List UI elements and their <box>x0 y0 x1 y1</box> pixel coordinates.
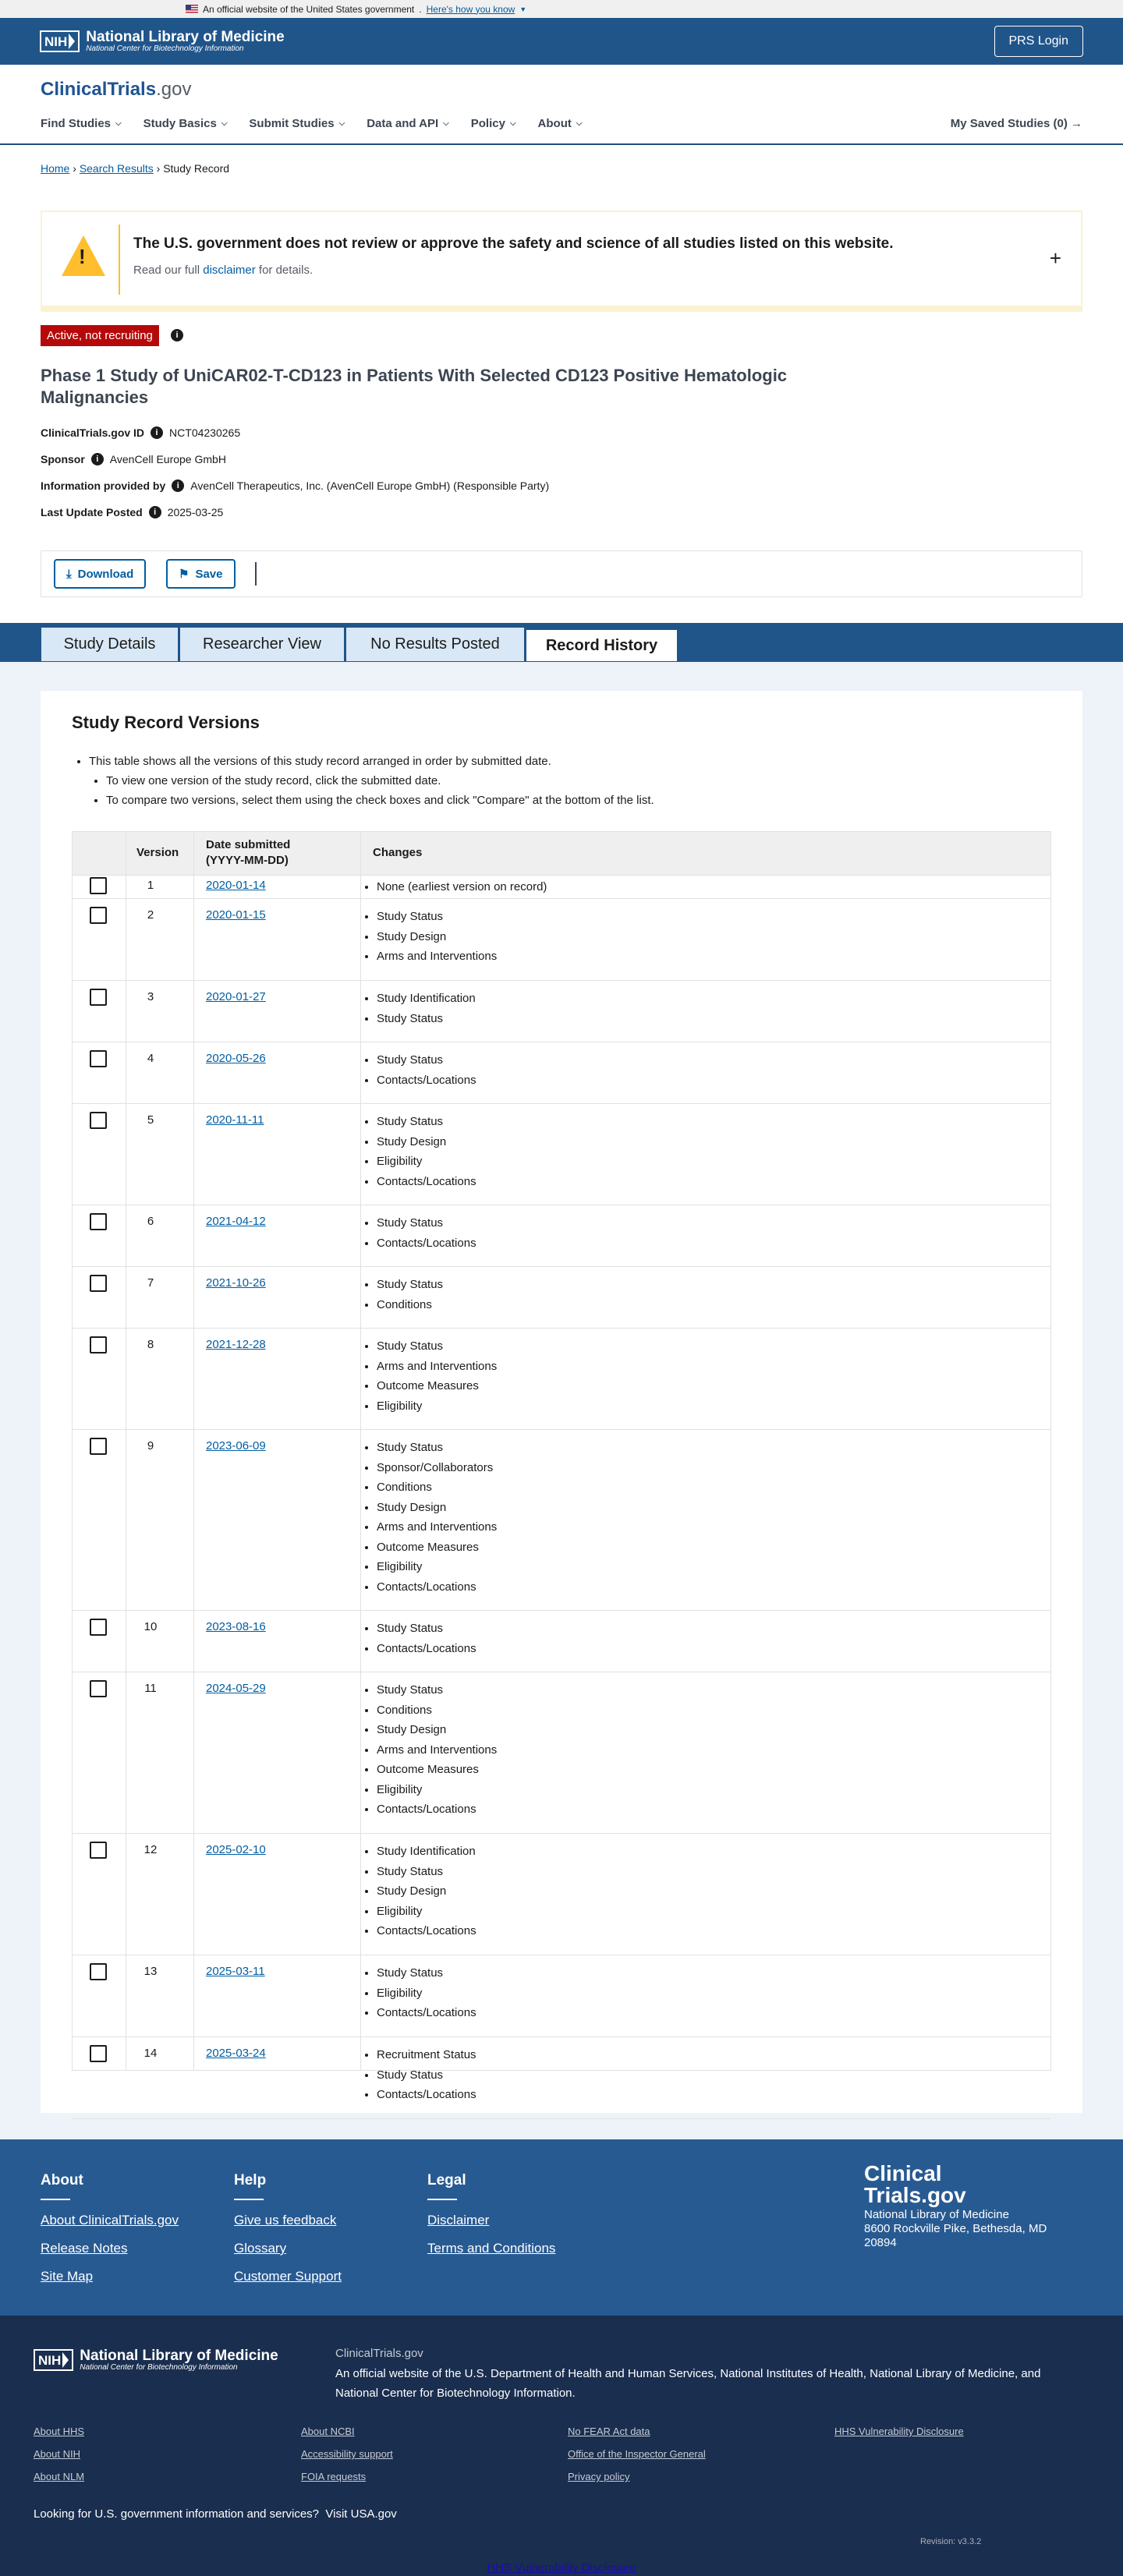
version-number: 14 <box>143 2047 158 2060</box>
change-item: • Study Status <box>377 1862 476 1882</box>
table-row <box>73 2037 1050 2119</box>
footer-link[interactable]: About NCBI <box>301 2426 355 2437</box>
chevron-down-icon: ⌵ <box>576 119 583 128</box>
change-item: • Study Status <box>377 907 497 927</box>
nav-label: Policy <box>470 116 505 130</box>
nlm-footer-official: An official website of the U.S. Department of Health and Human Services, National Institutes of Health, National Library of Medicine, and National Center for Biotechnology Information. <box>335 2367 1041 2400</box>
and-text: and <box>1021 2367 1041 2380</box>
chevron-down-icon: ⌵ <box>509 119 516 128</box>
alert-text-after: for details. <box>258 264 314 277</box>
chevron-down-icon: ⌵ <box>115 119 122 128</box>
change-item: • Conditions <box>377 1700 497 1721</box>
logo-main: ClinicalTrials <box>41 79 157 100</box>
version-date-link[interactable]: 2023-08-16 <box>206 1620 266 1633</box>
footer-link[interactable]: Privacy policy <box>568 2471 630 2482</box>
clinicaltrials-logo[interactable] <box>41 79 191 101</box>
change-item: • Arms and Interventions <box>377 947 497 967</box>
table-row <box>73 876 1050 899</box>
version-date-link[interactable]: 2025-03-11 <box>206 1965 265 1978</box>
versions-table <box>72 831 1051 2101</box>
site-header <box>0 65 1123 145</box>
download-button[interactable] <box>54 559 146 589</box>
intro-view: • To view one version of the study record, click the submitted date. <box>106 771 654 791</box>
version-changes <box>377 877 547 897</box>
version-number: 10 <box>143 1620 158 1633</box>
last-update-value: 2025-03-25 <box>167 506 224 518</box>
last-update-row <box>41 506 223 518</box>
change-item: • Study Status <box>377 1963 476 1983</box>
version-date-link[interactable]: 2020-01-27 <box>206 990 266 1003</box>
chevron-down-icon: ⌵ <box>443 119 449 128</box>
versions-heading: Study Record Versions <box>72 713 260 732</box>
address-line: 8600 Rockville Pike, Bethesda, MD <box>864 2222 1047 2235</box>
version-date-link[interactable]: 2020-05-26 <box>206 1052 266 1065</box>
change-item: • Eligibility <box>377 1780 497 1800</box>
intro-text: This table shows all the versions of this study record arranged in order by submitted date. <box>89 755 551 768</box>
last-update-label: Last Update Posted <box>41 506 143 518</box>
version-changes <box>377 989 476 1028</box>
version-checkbox[interactable] <box>90 907 107 924</box>
footer-legal <box>427 2172 555 2256</box>
change-item: • Contacts/Locations <box>377 2003 476 2023</box>
change-item: • Arms and Interventions <box>377 1357 497 1377</box>
nlm-footer <box>0 2316 1123 2576</box>
footer-about-heading: About <box>41 2172 179 2200</box>
footer-link[interactable]: Glossary <box>234 2241 287 2256</box>
record-history-card <box>41 691 1082 2113</box>
version-number: 12 <box>143 1843 158 1856</box>
toolbar-divider <box>255 562 257 586</box>
col-date-line2: (YYYY-MM-DD) <box>206 854 289 867</box>
version-checkbox[interactable] <box>90 2045 107 2062</box>
info-icon[interactable]: i <box>151 426 163 439</box>
versions-intro <box>72 752 654 810</box>
revision-text: Revision: v3.3.2 <box>920 2537 982 2546</box>
version-changes <box>377 1112 476 1191</box>
version-checkbox[interactable] <box>90 1842 107 1859</box>
footer-link[interactable]: About HHS <box>34 2426 85 2437</box>
download-label: Download <box>77 567 134 581</box>
change-item: • Study Status <box>377 1112 476 1132</box>
change-item: • Contacts/Locations <box>377 1639 476 1659</box>
hhs-bottom-bar <box>0 2561 1123 2574</box>
alert-title: The U.S. government does not review or approve the safety and science of all studies listed on this website. <box>133 235 894 252</box>
study-actions <box>41 550 1082 597</box>
change-item: • Study Status <box>377 1619 476 1639</box>
chevron-down-icon[interactable]: ▼ <box>519 5 527 13</box>
change-item: • Arms and Interventions <box>377 1740 497 1760</box>
table-row <box>73 1205 1050 1267</box>
footer-about <box>41 2172 179 2284</box>
save-button[interactable] <box>166 559 236 589</box>
footer-link[interactable]: FOIA requests <box>301 2471 367 2482</box>
gov-banner: An official website of the United States government . Here's how you know ▼ <box>0 0 1123 18</box>
breadcrumb <box>41 162 229 175</box>
change-item: • Conditions <box>377 1477 497 1498</box>
breadcrumb-search-results[interactable]: Search Results <box>79 162 154 175</box>
version-changes <box>377 1438 497 1597</box>
nav-label: Study Basics <box>143 116 217 130</box>
heres-how-you-know-link[interactable]: Here's how you know <box>426 3 515 15</box>
version-number: 8 <box>147 1338 154 1351</box>
nav-data-api[interactable] <box>367 117 449 130</box>
change-item: • Outcome Measures <box>377 1760 497 1780</box>
table-row <box>73 1329 1050 1430</box>
version-date-link[interactable]: 2020-01-14 <box>206 879 266 892</box>
change-item: • Contacts/Locations <box>377 1172 476 1192</box>
change-item: • Eligibility <box>377 1396 497 1417</box>
breadcrumb-current: Study Record <box>163 162 230 175</box>
usa-question: Looking for U.S. government information and services? <box>34 2507 320 2521</box>
version-date-link[interactable]: 2020-11-11 <box>206 1113 264 1127</box>
version-checkbox[interactable] <box>90 877 107 894</box>
disclaimer-alert <box>41 211 1082 312</box>
version-changes <box>377 1619 476 1658</box>
change-item: • Contacts/Locations <box>377 1233 476 1254</box>
footer-help-heading: Help <box>234 2172 342 2200</box>
change-item: • Eligibility <box>377 1152 476 1172</box>
footer-link[interactable]: No FEAR Act data <box>568 2426 650 2437</box>
table-header <box>73 832 1050 876</box>
saved-label: My Saved Studies (0) <box>950 116 1068 130</box>
address-line: 20894 <box>864 2236 897 2249</box>
footer-link[interactable]: Office of the Inspector General <box>568 2448 706 2460</box>
official-prefix: An official website of the <box>335 2367 462 2380</box>
nlm-subtitle: National Center for Biotechnology Information <box>86 44 244 53</box>
info-provided-row <box>41 479 549 492</box>
version-date-link[interactable]: 2020-01-15 <box>206 908 266 922</box>
version-changes <box>377 1275 443 1315</box>
change-item: • Study Status <box>377 1009 476 1029</box>
nih-link[interactable]: National Institutes of Health <box>720 2367 863 2380</box>
nav-study-basics[interactable] <box>143 117 228 130</box>
footer-link[interactable]: Accessibility support <box>301 2448 393 2460</box>
version-checkbox[interactable] <box>90 989 107 1006</box>
address-line: National Library of Medicine <box>864 2208 1009 2221</box>
sponsor-label: Sponsor <box>41 453 85 465</box>
nlm-title: National Library of Medicine <box>86 29 285 45</box>
version-changes <box>377 907 497 967</box>
nlm-footer-logo[interactable] <box>34 2348 278 2372</box>
footer-link[interactable]: About ClinicalTrials.gov <box>41 2213 179 2227</box>
nlm-title: National Library of Medicine <box>80 2348 278 2364</box>
prs-login-button[interactable]: PRS Login <box>994 26 1084 57</box>
bookmark-icon: ⚑ <box>179 568 190 581</box>
download-icon: ⤓ <box>66 567 72 581</box>
page-title: Phase 1 Study of UniCAR02-T-CD123 in Patients With Selected CD123 Positive Hematologic Malignancies <box>41 366 788 407</box>
footer-link[interactable]: Release Notes <box>41 2241 128 2256</box>
version-date-link[interactable]: 2025-03-24 <box>206 2047 266 2060</box>
sponsor-row <box>41 453 226 465</box>
nlm-header <box>0 18 1123 65</box>
table-row <box>73 1104 1050 1205</box>
version-checkbox[interactable] <box>90 1963 107 1980</box>
change-item: • Study Status <box>377 2065 476 2086</box>
table-row <box>73 1834 1050 1955</box>
table-row <box>73 981 1050 1042</box>
footer-link[interactable]: Site Map <box>41 2269 94 2284</box>
study-id-label: ClinicalTrials.gov ID <box>41 426 145 439</box>
col-date-line1: Date submitted <box>206 838 291 851</box>
info-icon[interactable]: i <box>149 506 161 518</box>
info-provided-value: AvenCell Therapeutics, Inc. (AvenCell Europe GmbH) (Responsible Party) <box>190 479 550 492</box>
nlm-link[interactable]: National Library of Medicine <box>870 2367 1015 2380</box>
version-date-link[interactable]: 2021-10-26 <box>206 1276 266 1290</box>
change-item: • Contacts/Locations <box>377 1799 497 1820</box>
nav-label: Find Studies <box>41 116 111 130</box>
table-row <box>73 1611 1050 1672</box>
version-checkbox[interactable] <box>90 1213 107 1230</box>
version-changes <box>377 1213 476 1253</box>
change-item: • Contacts/Locations <box>377 1577 497 1598</box>
change-item: • Study Identification <box>377 989 476 1009</box>
usa-gov-prompt <box>34 2507 397 2521</box>
info-icon[interactable]: i <box>91 453 104 465</box>
nih-logo-icon: NIH <box>40 30 80 52</box>
alert-divider <box>119 225 120 295</box>
ncbi-link[interactable]: National Center for Biotechnology Information <box>335 2387 572 2400</box>
nav-label: Data and API <box>367 116 439 130</box>
usa-gov-link[interactable]: Visit USA.gov <box>325 2507 397 2521</box>
change-item: • Study Status <box>377 1336 497 1357</box>
change-item: • Outcome Measures <box>377 1537 497 1558</box>
tab-bar <box>0 623 1123 662</box>
change-item: • Eligibility <box>377 1557 497 1577</box>
footer-link[interactable]: Terms and Conditions <box>427 2241 556 2256</box>
status-badge: Active, not recruiting <box>41 325 159 346</box>
version-number: 3 <box>147 990 154 1003</box>
version-changes <box>377 1842 476 1941</box>
info-icon[interactable]: i <box>171 329 183 341</box>
version-date-link[interactable]: 2021-12-28 <box>206 1338 266 1351</box>
version-number: 6 <box>147 1215 154 1228</box>
nav-find-studies[interactable] <box>41 117 122 130</box>
footer-legal-heading: Legal <box>427 2172 555 2200</box>
version-checkbox[interactable] <box>90 1112 107 1129</box>
version-checkbox[interactable] <box>90 1438 107 1455</box>
footer-brand-line2: Trials.gov <box>864 2183 966 2207</box>
study-id-value: NCT04230265 <box>169 426 241 439</box>
change-item: • Study Design <box>377 1498 497 1518</box>
alert-text <box>133 264 313 277</box>
version-date-link[interactable]: 2021-04-12 <box>206 1215 266 1228</box>
version-number: 9 <box>147 1439 154 1453</box>
info-icon[interactable]: i <box>172 479 184 492</box>
table-row <box>73 1267 1050 1329</box>
version-changes <box>377 1963 476 2023</box>
footer-link[interactable]: About NLM <box>34 2471 85 2482</box>
footer-link[interactable]: HHS Vulnerability Disclosure <box>834 2426 964 2437</box>
change-item: • Outcome Measures <box>377 1376 497 1396</box>
footer-link[interactable]: Give us feedback <box>234 2213 337 2227</box>
change-item: • Study Design <box>377 1132 476 1152</box>
nlm-subtitle: National Center for Biotechnology Information <box>80 2363 238 2372</box>
table-row <box>73 1430 1050 1611</box>
nlm-footer-site: ClinicalTrials.gov <box>335 2347 423 2360</box>
intro-item <box>89 752 654 810</box>
change-item: • Contacts/Locations <box>377 2085 476 2105</box>
change-item: • Study Design <box>377 1881 476 1902</box>
version-checkbox[interactable] <box>90 1680 107 1697</box>
change-item: • Study Design <box>377 1720 497 1740</box>
version-number: 5 <box>147 1113 154 1127</box>
change-item: • Study Status <box>377 1275 443 1295</box>
col-version: Version <box>136 846 179 859</box>
change-item: • Study Status <box>377 1680 497 1700</box>
table-row <box>73 1672 1050 1834</box>
expand-plus-icon[interactable]: + <box>1049 246 1061 270</box>
change-item: • Study Status <box>377 1438 497 1458</box>
sponsor-value: AvenCell Europe GmbH <box>109 453 226 465</box>
chevron-down-icon: ⌵ <box>338 119 345 128</box>
col-changes: Changes <box>373 846 423 859</box>
nav-submit-studies[interactable] <box>249 117 345 130</box>
hhs-link[interactable]: U.S. Department of Health and Human Services <box>464 2367 714 2380</box>
disclaimer-link[interactable]: disclaimer <box>203 264 256 277</box>
change-item: • Contacts/Locations <box>377 1921 476 1941</box>
breadcrumb-home[interactable]: Home <box>41 162 70 175</box>
footer-logo[interactable] <box>864 2163 966 2206</box>
my-saved-studies-link[interactable] <box>951 117 1082 130</box>
version-number: 7 <box>147 1276 154 1290</box>
footer-link[interactable]: Disclaimer <box>427 2213 490 2227</box>
version-number: 11 <box>144 1682 157 1695</box>
version-number: 1 <box>147 879 154 892</box>
version-date-link[interactable]: 2024-05-29 <box>206 1682 266 1695</box>
alert-text-before: Read our full <box>133 264 200 277</box>
change-item: • Conditions <box>377 1295 443 1315</box>
change-item: • Arms and Interventions <box>377 1517 497 1537</box>
version-date-link[interactable]: 2025-02-10 <box>206 1843 266 1856</box>
version-checkbox[interactable] <box>90 1619 107 1636</box>
version-date-link[interactable]: 2023-06-09 <box>206 1439 266 1453</box>
change-item: • Study Identification <box>377 1842 476 1862</box>
chevron-right-icon: › <box>73 162 76 175</box>
tab-no-results-posted[interactable]: No Results Posted <box>345 627 525 662</box>
footer-brand-line1: Clinical <box>864 2161 942 2185</box>
tab-researcher-view[interactable]: Researcher View <box>179 627 345 662</box>
change-item: • Study Status <box>377 1213 476 1233</box>
change-item: • Eligibility <box>377 1902 476 1922</box>
hhs-vulnerability-link[interactable]: HHS Vulnerability Disclosure <box>487 2561 636 2574</box>
version-checkbox[interactable] <box>90 1275 107 1292</box>
tab-study-details[interactable]: Study Details <box>41 627 179 662</box>
footer-help <box>234 2172 342 2284</box>
chevron-down-icon: ⌵ <box>221 119 228 128</box>
change-item: • Eligibility <box>377 1983 476 2004</box>
version-checkbox[interactable] <box>90 1336 107 1353</box>
site-footer <box>0 2139 1123 2316</box>
info-provided-label: Information provided by <box>41 479 166 492</box>
change-item: • None (earliest version on record) <box>377 877 547 897</box>
intro-compare: • To compare two versions, select them using the check boxes and click "Compare" at the bottom of the list. <box>106 791 654 810</box>
warning-exclamation: ! <box>79 245 86 268</box>
chevron-right-icon: › <box>156 162 161 175</box>
footer-address <box>864 2208 1047 2250</box>
gov-banner-text: An official website of the United States government <box>203 3 415 15</box>
nav-policy[interactable] <box>471 117 516 130</box>
version-number: 2 <box>147 908 154 922</box>
version-number: 4 <box>147 1052 154 1065</box>
table-row <box>73 1042 1050 1104</box>
nav-about[interactable] <box>538 117 583 130</box>
change-item: • Sponsor/Collaborators <box>377 1458 497 1478</box>
version-checkbox[interactable] <box>90 1050 107 1067</box>
version-number: 13 <box>143 1965 158 1978</box>
version-changes <box>377 1050 476 1090</box>
change-item: • Study Design <box>377 927 497 947</box>
change-item: • Recruitment Status <box>377 2045 476 2065</box>
nih-logo-icon: NIH <box>34 2349 73 2371</box>
footer-link[interactable]: About NIH <box>34 2448 80 2460</box>
study-id-row <box>41 426 240 439</box>
table-row <box>73 1955 1050 2037</box>
nav-label: Submit Studies <box>249 116 335 130</box>
version-changes <box>377 1336 497 1416</box>
footer-link[interactable]: Customer Support <box>234 2269 342 2284</box>
tab-record-history[interactable]: Record History <box>526 627 678 662</box>
version-changes <box>377 2045 476 2105</box>
arrow-right-icon: → <box>1071 116 1082 130</box>
change-item: • Study Status <box>377 1050 476 1070</box>
save-label: Save <box>195 567 223 581</box>
version-changes <box>377 1680 497 1820</box>
change-item: • Contacts/Locations <box>377 1070 476 1091</box>
nlm-logo[interactable] <box>40 30 285 53</box>
main-nav <box>41 108 1082 139</box>
us-flag-icon <box>186 5 198 13</box>
table-row <box>73 899 1050 981</box>
nav-label: About <box>537 116 572 130</box>
logo-suffix: .gov <box>156 79 192 100</box>
